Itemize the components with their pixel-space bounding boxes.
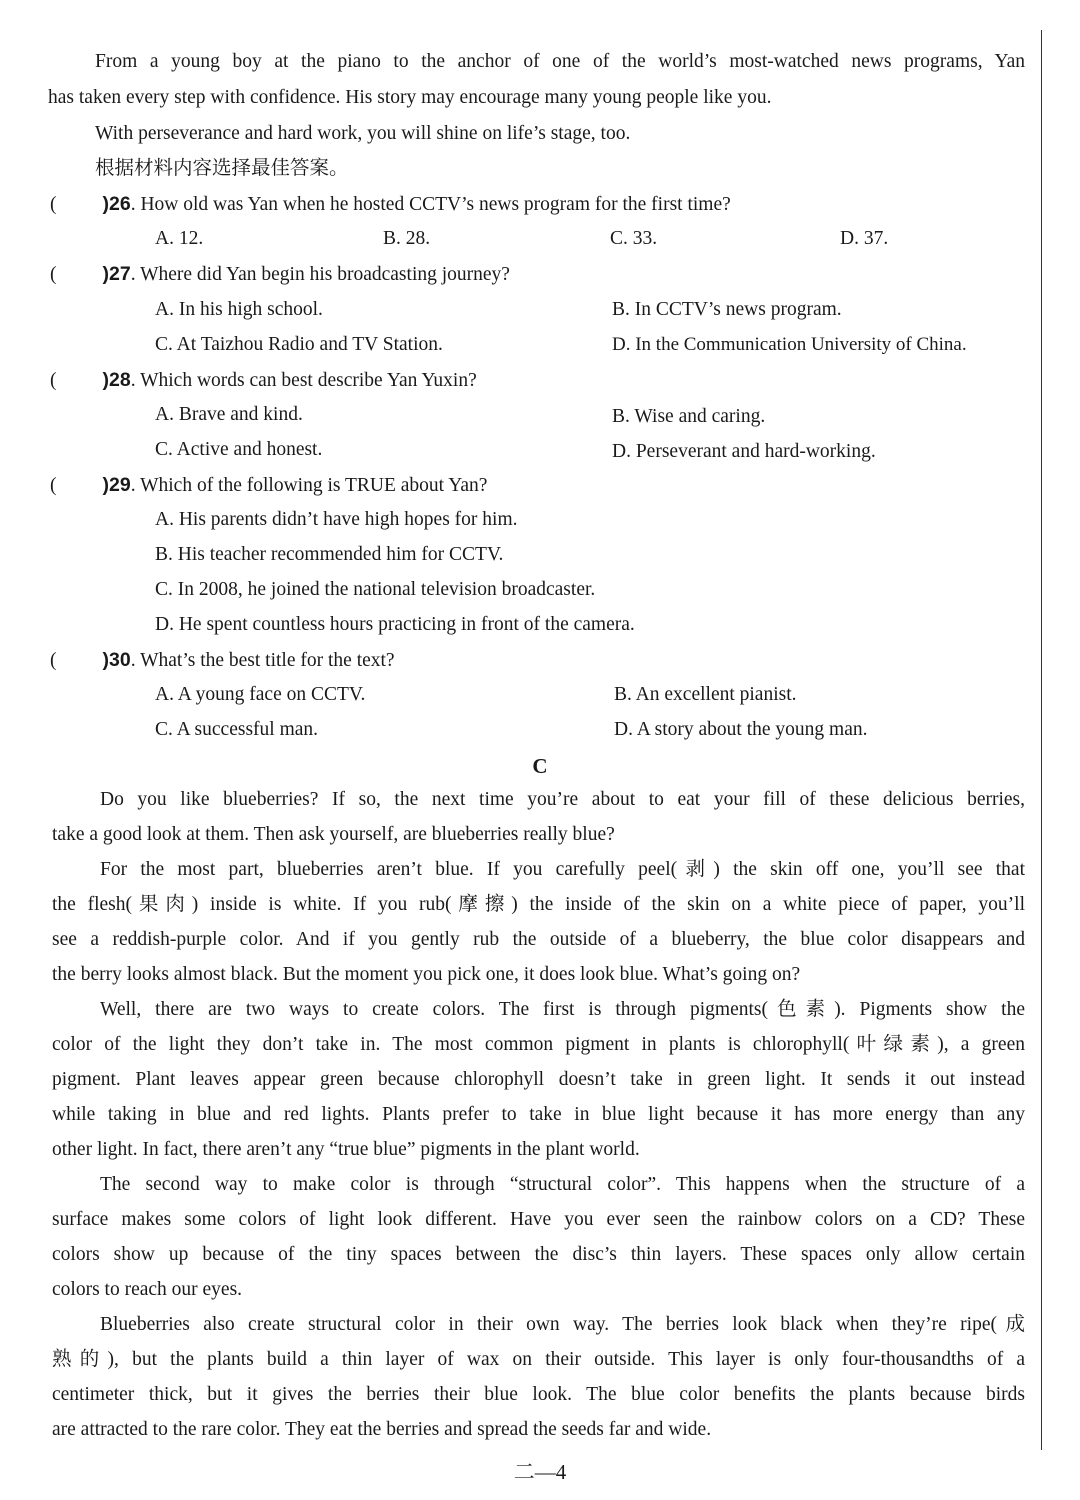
question-number: )26: [102, 193, 131, 215]
option-d: D. Perseverant and hard-working.: [612, 441, 876, 462]
question-number: )27: [102, 263, 131, 285]
option-d: D. 37.: [840, 228, 889, 249]
passage-b-line: has taken every step with confidence. His story may encourage many young people like you.: [48, 87, 772, 108]
option-a: A. A young face on CCTV.: [155, 684, 366, 705]
page-edge-rule: [1041, 30, 1042, 1450]
section-title: C: [532, 754, 548, 778]
option-b: B. Wise and caring.: [612, 406, 766, 427]
question-text: . Which words can best describe Yan Yuxin?: [130, 370, 477, 391]
option-b: B. 28.: [383, 228, 431, 249]
passage-c-line: pigment. Plant leaves appear green because chlorophyll doesn’t take in green light. It sends it out instead: [52, 1069, 1025, 1090]
option-b: B. His teacher recommended him for CCTV.: [155, 544, 504, 565]
option-d: D. He spent countless hours practicing in front of the camera.: [155, 614, 635, 635]
answer-blank[interactable]: (: [50, 194, 57, 215]
passage-b-line: From a young boy at the piano to the anchor of one of the world’s most-watched news programs, Yan: [95, 51, 1025, 72]
passage-c-line: while taking in blue and red lights. Plants prefer to take in blue light because it has more energy than any: [52, 1104, 1025, 1125]
question-26: [50, 190, 731, 219]
passage-c-line: 熟的), but the plants build a thin layer of wax on their outside. This layer is only four-thousandths of a: [52, 1349, 1025, 1370]
option-c: C. A successful man.: [155, 719, 319, 740]
passage-c-line: colors to reach our eyes.: [52, 1279, 243, 1300]
question-27: [50, 260, 510, 289]
option-a: A. His parents didn’t have high hopes for him.: [155, 509, 518, 530]
passage-b-line: With perseverance and hard work, you will shine on life’s stage, too.: [95, 123, 631, 144]
option-a: A. Brave and kind.: [155, 404, 303, 425]
answer-blank[interactable]: (: [50, 264, 57, 285]
question-number: )29: [102, 474, 131, 496]
option-c: C. Active and honest.: [155, 439, 323, 460]
question-text: . Where did Yan begin his broadcasting journey?: [130, 264, 510, 285]
option-c: C. 33.: [610, 228, 658, 249]
passage-c-line: surface makes some colors of light look different. Have you ever seen the rainbow colors on a CD? These: [52, 1209, 1025, 1230]
passage-c-line: color of the light they don’t take in. The most common pigment in plants is chlorophyll(叶绿素), a green: [52, 1034, 1025, 1055]
option-d: D. A story about the young man.: [614, 719, 868, 740]
option-d: D. In the Communication University of China.: [612, 334, 967, 355]
option-a: A. In his high school.: [155, 299, 323, 320]
instruction: 根据材料内容选择最佳答案。: [95, 158, 349, 179]
passage-c-line: are attracted to the rare color. They eat the berries and spread the seeds far and wide.: [52, 1419, 712, 1440]
page-number: 二—4: [513, 1460, 567, 1484]
option-c: C. In 2008, he joined the national television broadcaster.: [155, 579, 596, 600]
question-number: )30: [102, 649, 131, 671]
question-29: [50, 471, 487, 500]
option-a: A. 12.: [155, 228, 204, 249]
passage-c-line: colors show up because of the tiny spaces between the disc’s thin layers. These spaces only allow certain: [52, 1244, 1025, 1265]
option-c: C. At Taizhou Radio and TV Station.: [155, 334, 443, 355]
option-b: B. In CCTV’s news program.: [612, 299, 842, 320]
passage-c-line: take a good look at them. Then ask yourself, are blueberries really blue?: [52, 824, 615, 845]
question-text: . What’s the best title for the text?: [130, 650, 395, 671]
question-text: . Which of the following is TRUE about Yan?: [130, 475, 488, 496]
question-30: [50, 646, 395, 675]
answer-blank[interactable]: (: [50, 370, 57, 391]
passage-c-line: the berry looks almost black. But the moment you pick one, it does look blue. What’s going on?: [52, 964, 801, 985]
question-number: )28: [102, 369, 131, 391]
passage-c-line: centimeter thick, but it gives the berries their blue look. The blue color benefits the plants because birds: [52, 1384, 1025, 1405]
passage-c-line: the flesh(果肉) inside is white. If you rub(摩擦) the inside of the skin on a white piece of paper, you’ll: [52, 894, 1025, 915]
option-b: B. An excellent pianist.: [614, 684, 797, 705]
passage-c-line: other light. In fact, there aren’t any “true blue” pigments in the plant world.: [52, 1139, 640, 1160]
answer-blank[interactable]: (: [50, 475, 57, 496]
passage-c-line: For the most part, blueberries aren’t blue. If you carefully peel(剥) the skin off one, you’ll see that: [100, 859, 1025, 880]
question-text: . How old was Yan when he hosted CCTV’s news program for the first time?: [130, 194, 731, 215]
passage-c-line: The second way to make color is through “structural color”. This happens when the structure of a: [100, 1174, 1025, 1195]
passage-c-line: Do you like blueberries? If so, the next time you’re about to eat your fill of these delicious berries,: [100, 789, 1025, 810]
passage-c-line: Blueberries also create structural color in their own way. The berries look black when they’re ripe(成: [100, 1314, 1025, 1335]
answer-blank[interactable]: (: [50, 650, 57, 671]
passage-c-line: see a reddish-purple color. And if you gently rub the outside of a blueberry, the blue color disappears and: [52, 929, 1025, 950]
question-28: [50, 366, 477, 395]
passage-c-line: Well, there are two ways to create colors. The first is through pigments(色素). Pigments show the: [100, 999, 1025, 1020]
